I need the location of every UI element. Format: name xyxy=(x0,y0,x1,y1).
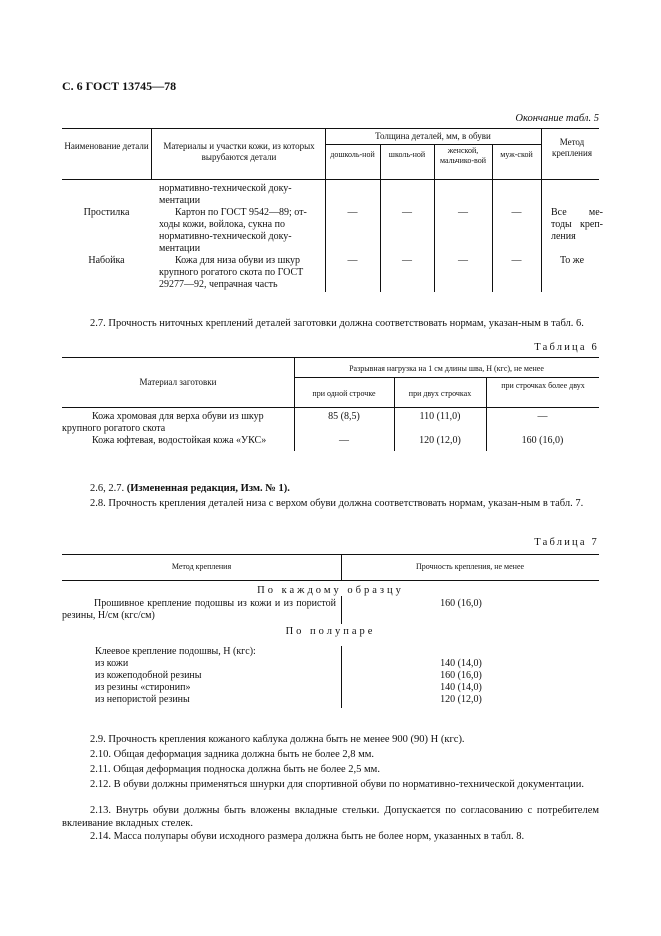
page-header: С. 6 ГОСТ 13745—78 xyxy=(62,79,177,93)
t6-head-material: Материал заготовки xyxy=(139,377,217,387)
paragraph-2-6-2-7 xyxy=(90,482,290,495)
t6-head-load: Разрывная нагрузка на 1 см длины шва, Н (кгс), не менее xyxy=(349,364,544,373)
t7-section-half-pair: По полупаре xyxy=(285,626,376,637)
t5-row2-name: Набойка xyxy=(88,255,125,266)
table7-caption: Таблица 7 xyxy=(534,537,599,548)
amendment-note: (Измененная редакция, Изм. № 1). xyxy=(126,483,290,494)
t6-row0-v2: — xyxy=(537,411,548,422)
t5-sub-men: муж-ской xyxy=(500,150,533,159)
t7-group-row3-value: 120 (12,0) xyxy=(440,694,482,705)
t7-group-row2-method: из резины «стиронип» xyxy=(95,682,191,693)
t5-sub-women: женской, мальчико-вой xyxy=(439,146,487,165)
t7-row1-method: Прошивное крепление подошвы из кожи и из пористой резины, Н/см (кгс/см) xyxy=(62,598,336,621)
paragraph-2-7: 2.7. Прочность ниточных креплений деталей заготовки должна соответствовать нормам, указан-ным в табл. 6. xyxy=(90,318,584,329)
paragraph-2-11: 2.11. Общая деформация подноска должна быть не более 2,5 мм. xyxy=(90,764,380,775)
t7-group-row2-value: 140 (14,0) xyxy=(440,682,482,693)
t5-row2-materials-1: крупного рогатого скота по ГОСТ xyxy=(159,267,304,278)
t5-row1-name: Простилка xyxy=(83,207,130,218)
t7-section-each-sample: По каждому образцу xyxy=(257,585,404,596)
t7-head-strength: Прочность крепления, не менее xyxy=(415,562,525,571)
t7-head-method: Метод крепления xyxy=(171,562,232,571)
t6-row0-v1: 110 (11,0) xyxy=(419,411,461,422)
t6-row1-v0: — xyxy=(339,435,349,446)
t5-row0-materials-0: нормативно-технической доку- xyxy=(159,183,292,194)
t7-group-row0-method: из кожи xyxy=(95,658,129,669)
t5-row1-v1: — xyxy=(402,207,412,218)
t5-row1-materials-3: ментации xyxy=(159,243,201,254)
t6-row1-v1: 120 (12,0) xyxy=(419,435,461,446)
t5-row2-v2: — xyxy=(458,255,468,266)
amendment-numbers: 2.6, 2.7. xyxy=(90,483,125,494)
t6-row1-v2: 160 (16,0) xyxy=(521,435,564,446)
t7-group-row1-value: 160 (16,0) xyxy=(440,670,482,681)
t5-head-method: Метод крепления xyxy=(552,137,592,158)
t5-row2-v1: — xyxy=(402,255,412,266)
t6-sub-more: при строчках более двух xyxy=(501,381,585,390)
t6-sub-one: при одной строчке xyxy=(312,389,376,398)
t5-row1-v0: — xyxy=(347,207,358,218)
t5-row2-v3: — xyxy=(511,255,522,266)
paragraph-2-12: 2.12. В обуви должны применяться шнурки для спортивной обуви по нормативно-технической документации. xyxy=(90,779,584,790)
t5-row2-v0: — xyxy=(347,255,358,266)
paragraph-2-14: 2.14. Масса полупары обуви исходного размера должна быть не более норм, указанных в табл. 8. xyxy=(90,831,525,842)
t6-row1-material: Кожа юфтевая, водостойкая кожа «УКС» xyxy=(92,435,267,446)
t5-row0-materials-1: ментации xyxy=(159,195,201,206)
t6-sub-two: при двух строчках xyxy=(408,389,472,398)
t5-row1-materials-2: нормативно-технической доку- xyxy=(159,231,292,242)
t5-row1-v2: — xyxy=(458,207,468,218)
t6-row0-material: Кожа хромовая для верха обуви из шкур крупного рогатого скота xyxy=(62,411,264,434)
t5-head-name: Наименование детали xyxy=(64,141,149,151)
t5-head-thickness: Толщина деталей, мм, в обуви xyxy=(375,131,491,141)
paragraph-2-9: 2.9. Прочность крепления кожаного каблука должна быть не менее 900 (90) Н (кгс). xyxy=(90,734,465,745)
t7-group-row1-method: из кожеподобной резины xyxy=(95,670,202,681)
t7-group-row0-value: 140 (14,0) xyxy=(440,658,482,669)
t5-row1-materials-1: ходы кожи, войлока, сукна по xyxy=(159,219,285,230)
t5-row1-v3: — xyxy=(511,207,522,218)
t5-row1-materials-0: Картон по ГОСТ 9542—89; от- xyxy=(175,207,307,218)
paragraph-2-13: 2.13. Внутрь обуви должны быть вложены вкладные стельки. Допускается по согласованию с потребителем вклеивание вкладных стелек. xyxy=(62,805,599,829)
t5-row2-materials-2: 29277—92, чепрачная часть xyxy=(159,279,278,290)
paragraph-2-8: 2.8. Прочность крепления деталей низа с верхом обуви должна соответствовать нормам, указан-ным в табл. 7. xyxy=(90,498,584,509)
t5-row1-method: Все ме-тоды креп-ления xyxy=(551,207,603,242)
t6-row0-v0: 85 (8,5) xyxy=(328,411,360,422)
table5-caption: Окончание табл. 5 xyxy=(515,113,599,124)
t7-group-title: Клеевое крепление подошвы, Н (кгс): xyxy=(95,646,256,657)
t5-head-materials: Материалы и участки кожи, из которых вырубаются детали xyxy=(163,141,315,162)
table6-caption: Таблица 6 xyxy=(534,342,599,353)
t5-sub-school: школь-ной xyxy=(388,150,426,159)
t5-sub-preschool: дошколь-ной xyxy=(330,150,375,159)
paragraph-2-10: 2.10. Общая деформация задника должна быть не более 2,8 мм. xyxy=(90,749,375,760)
t5-row2-materials-0: Кожа для низа обуви из шкур xyxy=(175,255,301,266)
t7-group-row3-method: из непористой резины xyxy=(95,694,190,705)
t7-row1-value: 160 (16,0) xyxy=(440,598,482,609)
t5-row2-method: То же xyxy=(559,255,585,266)
